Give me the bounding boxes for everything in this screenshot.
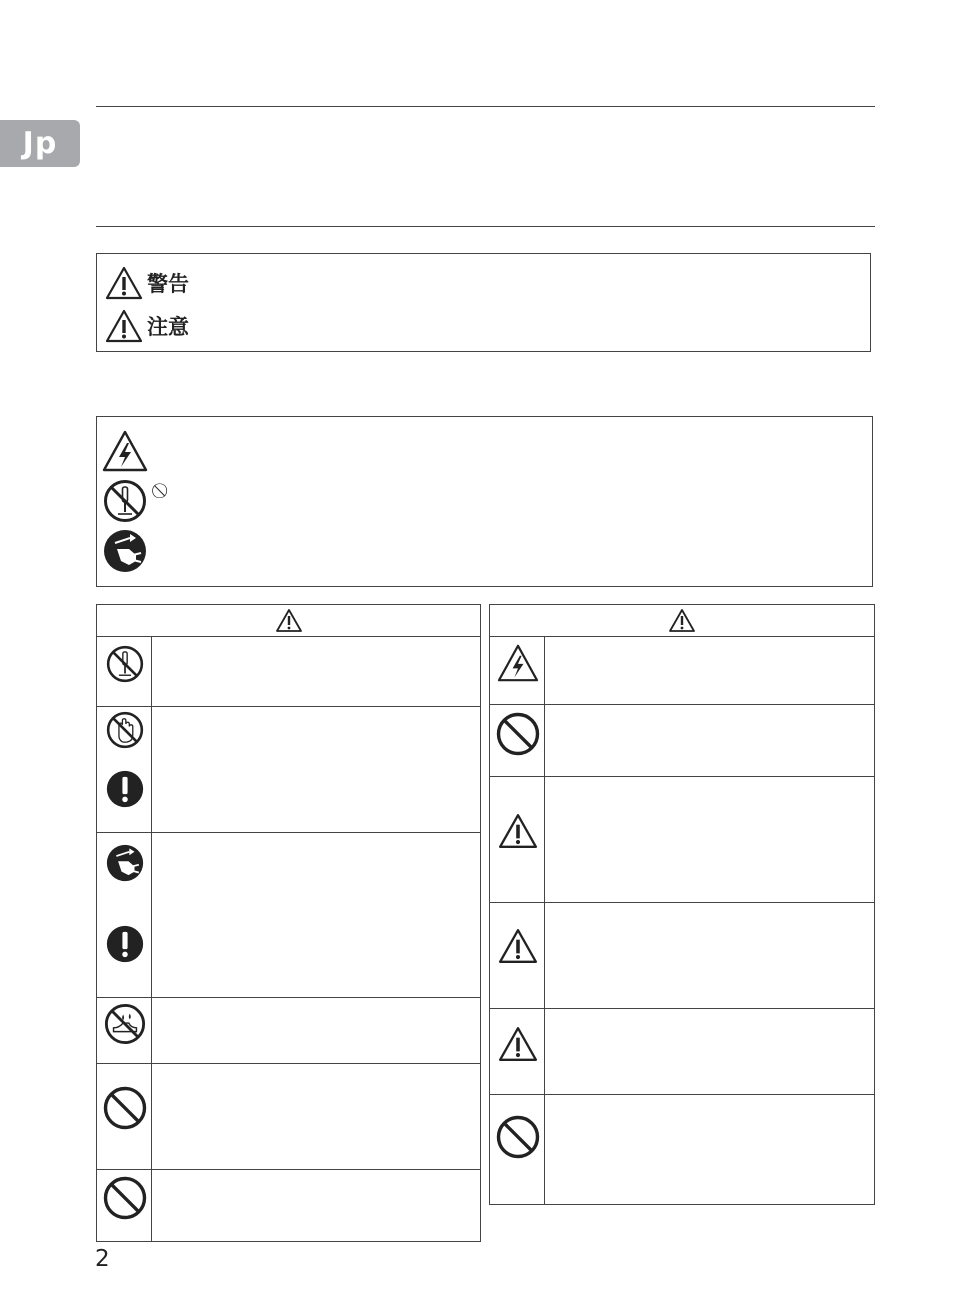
page-number: 2: [95, 1246, 110, 1272]
caution-table-header: [490, 605, 874, 637]
table-row: [97, 1064, 480, 1170]
caution-table: [489, 604, 875, 1205]
top-rule: [96, 106, 875, 107]
table-row: [490, 777, 874, 903]
no-disassembly-icon: [106, 645, 144, 683]
table-row: [97, 707, 480, 833]
symbols-box: [96, 416, 873, 587]
warning-triangle-icon: [105, 266, 143, 300]
warning-triangle-icon: [498, 928, 538, 964]
table-row: [490, 705, 874, 777]
table-row: [97, 637, 480, 707]
warning-label: 警告: [147, 272, 189, 296]
warning-signal-row: [105, 266, 189, 300]
caution-signal-row: [105, 309, 189, 343]
exclamation-icon: [106, 925, 144, 963]
electric-shock-icon: [497, 644, 539, 682]
table-row: [97, 998, 480, 1064]
prohibited-icon: [496, 1115, 540, 1159]
no-wet-hands-icon: [104, 1003, 146, 1045]
table-row: [490, 903, 874, 1009]
caution-label: 注意: [147, 315, 189, 339]
electric-shock-icon: [102, 430, 148, 472]
table-row: [490, 1095, 874, 1204]
prohibited-icon: [103, 1176, 147, 1220]
prohibited-icon: [496, 712, 540, 756]
table-row: [97, 833, 480, 998]
warning-table-header: [97, 605, 480, 637]
unplug-icon: [103, 529, 147, 573]
no-touch-icon: [106, 711, 144, 749]
warning-triangle-icon: [105, 309, 143, 343]
no-disassembly-icon: [103, 479, 147, 523]
language-tab: [0, 120, 80, 167]
unplug-icon: [106, 844, 144, 882]
warning-triangle-icon: [275, 608, 303, 633]
warning-triangle-icon: [498, 1026, 538, 1062]
signal-word-box: [96, 253, 871, 352]
header-bottom-rule: [96, 226, 875, 227]
prohibited-icon: [103, 1086, 147, 1130]
warning-triangle-icon: [498, 813, 538, 849]
warning-table: [96, 604, 481, 1242]
table-row: [97, 1170, 480, 1241]
table-row: [490, 637, 874, 705]
warning-triangle-icon: [668, 608, 696, 633]
table-row: [490, 1009, 874, 1095]
exclamation-icon: [106, 770, 144, 808]
language-tab-label: Jp: [22, 126, 58, 161]
